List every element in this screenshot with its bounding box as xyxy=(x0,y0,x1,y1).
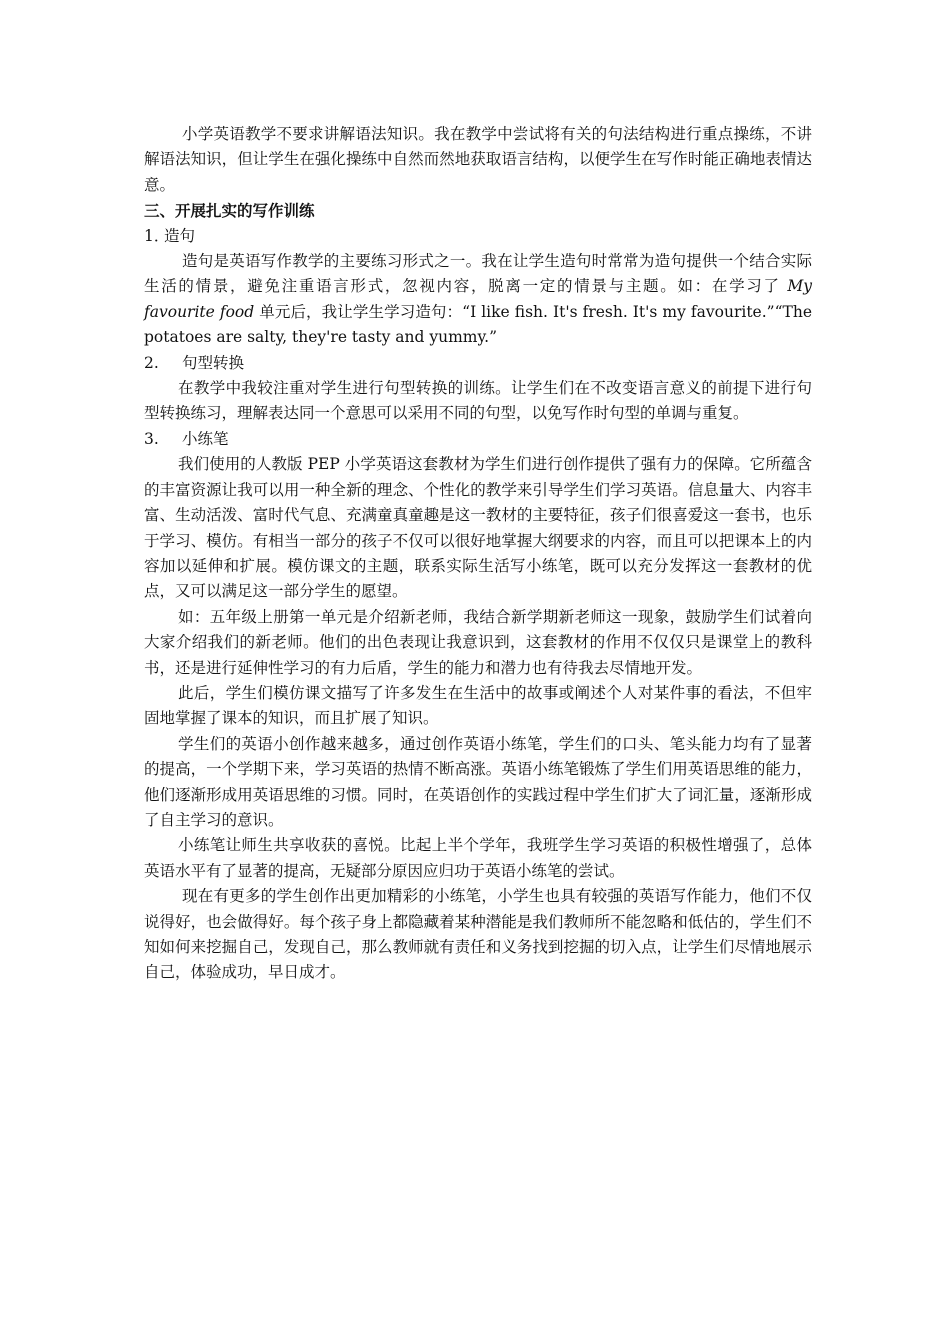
paragraph-new-teacher-example: 如：五年级上册第一单元是介绍新老师，我结合新学期新老师这一现象，鼓励学生们试着向大家介绍我们的新老师。他们的出色表现让我意识到，这套教材的作用不仅仅只是课堂上的教科书，还是进行延伸性学习的有力后盾，学生的能力和潜力也有待我去尽情地开发。 xyxy=(144,607,812,677)
subheading-sentence-making xyxy=(144,224,812,249)
section-heading-writing-training: 三、开展扎实的写作训练 xyxy=(144,201,315,221)
document-body xyxy=(144,122,812,986)
paragraph-imitation-writing: 此后，学生们模仿课文描写了许多发生在生活中的故事或阐述个人对某件事的看法，不但牢固地掌握了课本的知识，而且扩展了知识。 xyxy=(144,683,812,728)
paragraph-conclusion: 现在有更多的学生创作出更加精彩的小练笔，小学生也具有较强的英语写作能力，他们不仅说得好，也会做得好。每个孩子身上都隐藏着某种潜能是我们教师所不能忽略和低估的，学生们不知如何来挖掘自己，发现自己，那么教师就有责任和义务找到挖掘的切入点，让学生们尽情地展示自己，体验成功，早日成才。 xyxy=(144,887,812,982)
paragraph-pep-textbook: 我们使用的人教版 PEP 小学英语这套教材为学生们进行创作提供了强有力的保障。它所蕴含的丰富资源让我可以用一种全新的理念、个性化的教学来引导学生们学习英语。信息量大、内容丰富、生动活泼、富时代气息、充满童真童趣是这一教材的主要特征，孩子们很喜爱这一套书，也乐于学习、模仿。有相当一部分的孩子不仅可以很好地掌握大纲要求的内容，而且可以把课本上的内容加以延伸和扩展。模仿课文的主题，联系实际生活写小练笔，既可以充分发挥这一套教材的优点，又可以满足这一部分学生的愿望。 xyxy=(144,455,812,601)
subheading-number: 3. xyxy=(144,429,159,448)
paragraph-grammar-teaching: 小学英语教学不要求讲解语法知识。我在教学中尝试将有关的句法结构进行重点操练，不讲解语法知识，但让学生在强化操练中自然而然地获取语言结构，以便学生在写作时能正确地表情达意。 xyxy=(144,125,812,194)
paragraph-text: 单元后，我让学生学习造句：“I like fish. It's fresh. It's my favourite.”“The potatoes are salty, they're tasty and yummy.” xyxy=(144,302,812,347)
subheading-short-writing xyxy=(144,427,812,452)
subheading-number: 2. xyxy=(144,353,159,372)
subheading-pattern-conversion xyxy=(144,351,812,376)
paragraph-sentence-making xyxy=(144,249,812,351)
paragraph-text: 造句是英语写作教学的主要练习形式之一。我在让学生造句时常常为造句提供一个结合实际生活的情景，避免注重语言形式，忽视内容，脱离一定的情景与主题。如：在学习了 xyxy=(144,252,812,296)
subheading-title: 句型转换 xyxy=(182,353,245,372)
subheading-title: 小练笔 xyxy=(182,429,229,448)
unit-title-italic: My favourite food xyxy=(144,277,812,321)
paragraph-pattern-conversion: 在教学中我较注重对学生进行句型转换的训练。让学生们在不改变语言意义的前提下进行句型转换练习，理解表达同一个意思可以采用不同的句型，以免写作时句型的单调与重复。 xyxy=(144,379,812,423)
paragraph-shared-joy: 小练笔让师生共享收获的喜悦。比起上半个学年，我班学生学习英语的积极性增强了，总体英语水平有了显著的提高，无疑部分原因应归功于英语小练笔的尝试。 xyxy=(144,836,812,880)
subheading-title: 造句 xyxy=(164,226,196,245)
paragraph-student-creations: 学生们的英语小创作越来越多，通过创作英语小练笔，学生们的口头、笔头能力均有了显著的提高，一个学期下来，学习英语的热情不断高涨。英语小练笔锻炼了学生们用英语思维的能力，他们逐渐形成用英语思维的习惯。同时，在英语创作的实践过程中学生们扩大了词汇量，逐渐形成了自主学习的意识。 xyxy=(144,734,812,829)
subheading-number: 1． xyxy=(144,226,170,245)
